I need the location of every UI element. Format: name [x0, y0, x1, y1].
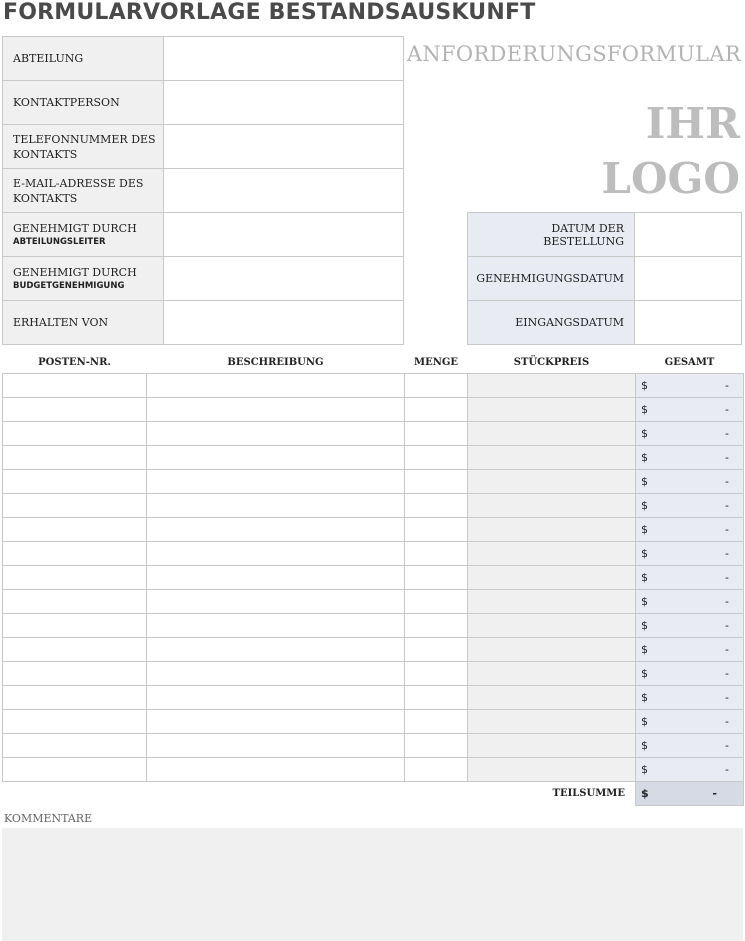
currency-symbol: $ — [641, 715, 648, 728]
description-cell[interactable] — [147, 758, 405, 782]
table-row — [3, 470, 744, 494]
description-cell[interactable] — [147, 374, 405, 398]
comments-field[interactable] — [2, 828, 743, 941]
unit-price-cell[interactable] — [468, 614, 636, 638]
unit-price-cell[interactable] — [468, 662, 636, 686]
total-cell — [636, 758, 744, 782]
subtotal-value: - — [712, 787, 717, 800]
total-value: - — [725, 523, 729, 536]
total-cell — [636, 470, 744, 494]
currency-symbol: $ — [641, 427, 648, 440]
header-total: GESAMT — [664, 357, 715, 368]
quantity-cell[interactable] — [405, 398, 468, 422]
currency-symbol: $ — [641, 643, 648, 656]
description-cell[interactable] — [147, 542, 405, 566]
header-unit-price: STÜCKPREIS — [513, 357, 590, 368]
info-row — [3, 81, 404, 125]
table-row — [3, 374, 744, 398]
form-name: ANFORDERUNGSFORMULAR — [406, 42, 741, 66]
info-value-field[interactable] — [164, 81, 404, 125]
description-cell[interactable] — [147, 614, 405, 638]
total-cell — [636, 542, 744, 566]
description-cell[interactable] — [147, 446, 405, 470]
total-value: - — [725, 595, 729, 608]
info-value-field[interactable] — [164, 125, 404, 169]
items-header-row — [3, 352, 744, 374]
total-cell — [636, 638, 744, 662]
quantity-cell[interactable] — [405, 686, 468, 710]
info-row — [3, 125, 404, 169]
quantity-cell[interactable] — [405, 470, 468, 494]
info-label-cell — [3, 125, 164, 169]
total-value: - — [725, 691, 729, 704]
date-label: GENEHMIGUNGSDATUM — [468, 257, 635, 301]
unit-price-cell[interactable] — [468, 686, 636, 710]
currency-symbol: $ — [641, 475, 648, 488]
total-cell — [636, 710, 744, 734]
currency-symbol: $ — [641, 547, 648, 560]
total-value: - — [725, 715, 729, 728]
quantity-cell[interactable] — [405, 734, 468, 758]
dates-table — [467, 212, 742, 345]
info-label-cell — [3, 37, 164, 81]
date-value-field[interactable] — [635, 301, 742, 345]
total-cell — [636, 422, 744, 446]
total-cell — [636, 518, 744, 542]
document-title: FORMULARVORLAGE BESTANDSAUSKUNFT — [3, 0, 536, 25]
item-no-cell[interactable] — [3, 518, 147, 542]
table-row — [3, 590, 744, 614]
currency-symbol: $ — [641, 739, 648, 752]
table-row — [3, 398, 744, 422]
item-no-cell[interactable] — [3, 374, 147, 398]
description-cell[interactable] — [147, 566, 405, 590]
total-cell — [636, 686, 744, 710]
quantity-cell[interactable] — [405, 566, 468, 590]
table-row — [3, 494, 744, 518]
description-cell[interactable] — [147, 662, 405, 686]
table-row — [3, 542, 744, 566]
unit-price-cell[interactable] — [468, 542, 636, 566]
unit-price-cell[interactable] — [468, 638, 636, 662]
total-value: - — [725, 619, 729, 632]
description-cell[interactable] — [147, 590, 405, 614]
header-description: BESCHREIBUNG — [227, 357, 324, 368]
quantity-cell[interactable] — [405, 374, 468, 398]
item-no-cell[interactable] — [3, 470, 147, 494]
unit-price-cell[interactable] — [468, 374, 636, 398]
info-label: TELEFONNUMMER DES KONTAKTS — [13, 132, 156, 161]
info-row — [3, 213, 404, 257]
unit-price-cell[interactable] — [468, 470, 636, 494]
quantity-cell[interactable] — [405, 494, 468, 518]
info-label-cell — [3, 169, 164, 213]
item-no-cell[interactable] — [3, 590, 147, 614]
table-row — [3, 686, 744, 710]
item-no-cell[interactable] — [3, 710, 147, 734]
item-no-cell[interactable] — [3, 686, 147, 710]
table-row — [3, 446, 744, 470]
info-value-field[interactable] — [164, 169, 404, 213]
table-row — [3, 422, 744, 446]
quantity-cell[interactable] — [405, 542, 468, 566]
description-cell[interactable] — [147, 686, 405, 710]
item-no-cell[interactable] — [3, 614, 147, 638]
info-row — [3, 301, 404, 345]
logo-line-1: IHR — [645, 99, 740, 148]
info-label: ABTEILUNG — [13, 52, 84, 65]
item-no-cell[interactable] — [3, 398, 147, 422]
currency-symbol: $ — [641, 691, 648, 704]
info-label-cell — [3, 301, 164, 345]
info-sublabel: BUDGETGENEHMIGUNG — [13, 281, 125, 291]
currency-symbol: $ — [641, 787, 649, 800]
quantity-cell[interactable] — [405, 446, 468, 470]
info-row — [3, 257, 404, 301]
info-label-cell — [3, 81, 164, 125]
info-value-field[interactable] — [164, 37, 404, 81]
unit-price-cell[interactable] — [468, 398, 636, 422]
header-quantity: MENGE — [414, 357, 458, 368]
total-value: - — [725, 667, 729, 680]
date-value-field[interactable] — [635, 213, 742, 257]
total-value: - — [725, 475, 729, 488]
unit-price-cell[interactable] — [468, 590, 636, 614]
unit-price-cell[interactable] — [468, 734, 636, 758]
quantity-cell[interactable] — [405, 710, 468, 734]
item-no-cell[interactable] — [3, 734, 147, 758]
unit-price-cell[interactable] — [468, 494, 636, 518]
item-no-cell[interactable] — [3, 422, 147, 446]
total-cell — [636, 446, 744, 470]
subtotal-row — [3, 782, 744, 806]
quantity-cell[interactable] — [405, 758, 468, 782]
item-no-cell[interactable] — [3, 542, 147, 566]
currency-symbol: $ — [641, 451, 648, 464]
total-cell — [636, 734, 744, 758]
subtotal-value-cell — [636, 782, 744, 806]
date-label: EINGANGSDATUM — [468, 301, 635, 345]
info-label: KONTAKTPERSON — [13, 96, 120, 109]
table-row — [3, 566, 744, 590]
table-row — [3, 734, 744, 758]
requester-info-table — [2, 36, 404, 345]
info-value-field[interactable] — [164, 301, 404, 345]
date-label: DATUM DER BESTELLUNG — [468, 213, 635, 257]
info-row — [3, 37, 404, 81]
unit-price-cell[interactable] — [468, 710, 636, 734]
description-cell[interactable] — [147, 494, 405, 518]
quantity-cell[interactable] — [405, 638, 468, 662]
currency-symbol: $ — [641, 667, 648, 680]
item-no-cell[interactable] — [3, 758, 147, 782]
date-row — [468, 213, 742, 257]
quantity-cell[interactable] — [405, 422, 468, 446]
description-cell[interactable] — [147, 734, 405, 758]
description-cell[interactable] — [147, 710, 405, 734]
currency-symbol: $ — [641, 619, 648, 632]
table-row — [3, 758, 744, 782]
currency-symbol: $ — [641, 571, 648, 584]
logo-line-2: LOGO — [601, 154, 740, 203]
quantity-cell[interactable] — [405, 662, 468, 686]
total-value: - — [725, 379, 729, 392]
table-row — [3, 518, 744, 542]
unit-price-cell[interactable] — [468, 446, 636, 470]
total-cell — [636, 374, 744, 398]
total-value: - — [725, 403, 729, 416]
date-row — [468, 257, 742, 301]
table-row — [3, 662, 744, 686]
logo-placeholder[interactable] — [601, 96, 740, 206]
unit-price-cell[interactable] — [468, 566, 636, 590]
description-cell[interactable] — [147, 518, 405, 542]
unit-price-cell[interactable] — [468, 518, 636, 542]
total-value: - — [725, 451, 729, 464]
total-cell — [636, 398, 744, 422]
total-cell — [636, 494, 744, 518]
total-value: - — [725, 763, 729, 776]
comments-label: KOMMENTARE — [4, 812, 93, 825]
currency-symbol: $ — [641, 763, 648, 776]
info-label: GENEHMIGT DURCH — [13, 222, 137, 235]
description-cell[interactable] — [147, 398, 405, 422]
quantity-cell[interactable] — [405, 614, 468, 638]
date-row — [468, 301, 742, 345]
info-value-field[interactable] — [164, 213, 404, 257]
item-no-cell[interactable] — [3, 638, 147, 662]
total-value: - — [725, 739, 729, 752]
total-cell — [636, 566, 744, 590]
header-item-no: POSTEN-NR. — [38, 357, 111, 368]
date-value-field[interactable] — [635, 257, 742, 301]
total-value: - — [725, 547, 729, 560]
info-row — [3, 169, 404, 213]
currency-symbol: $ — [641, 499, 648, 512]
quantity-cell[interactable] — [405, 590, 468, 614]
total-value: - — [725, 571, 729, 584]
items-table — [2, 352, 744, 806]
total-cell — [636, 614, 744, 638]
info-label: GENEHMIGT DURCH — [13, 266, 137, 279]
description-cell[interactable] — [147, 470, 405, 494]
info-label: ERHALTEN VON — [13, 316, 109, 329]
total-cell — [636, 590, 744, 614]
info-value-field[interactable] — [164, 257, 404, 301]
unit-price-cell[interactable] — [468, 422, 636, 446]
description-cell[interactable] — [147, 422, 405, 446]
info-sublabel: ABTEILUNGSLEITER — [13, 237, 106, 247]
quantity-cell[interactable] — [405, 518, 468, 542]
info-label-cell — [3, 213, 164, 257]
unit-price-cell[interactable] — [468, 758, 636, 782]
currency-symbol: $ — [641, 523, 648, 536]
item-no-cell[interactable] — [3, 566, 147, 590]
table-row — [3, 614, 744, 638]
total-value: - — [725, 499, 729, 512]
total-value: - — [725, 427, 729, 440]
table-row — [3, 710, 744, 734]
item-no-cell[interactable] — [3, 494, 147, 518]
currency-symbol: $ — [641, 403, 648, 416]
subtotal-label: TEILSUMME — [552, 788, 625, 800]
total-cell — [636, 662, 744, 686]
info-label: E-MAIL-ADRESSE DES KONTAKTS — [13, 176, 144, 205]
info-label-cell — [3, 257, 164, 301]
table-row — [3, 638, 744, 662]
currency-symbol: $ — [641, 595, 648, 608]
currency-symbol: $ — [641, 379, 648, 392]
total-value: - — [725, 643, 729, 656]
item-no-cell[interactable] — [3, 662, 147, 686]
description-cell[interactable] — [147, 638, 405, 662]
item-no-cell[interactable] — [3, 446, 147, 470]
